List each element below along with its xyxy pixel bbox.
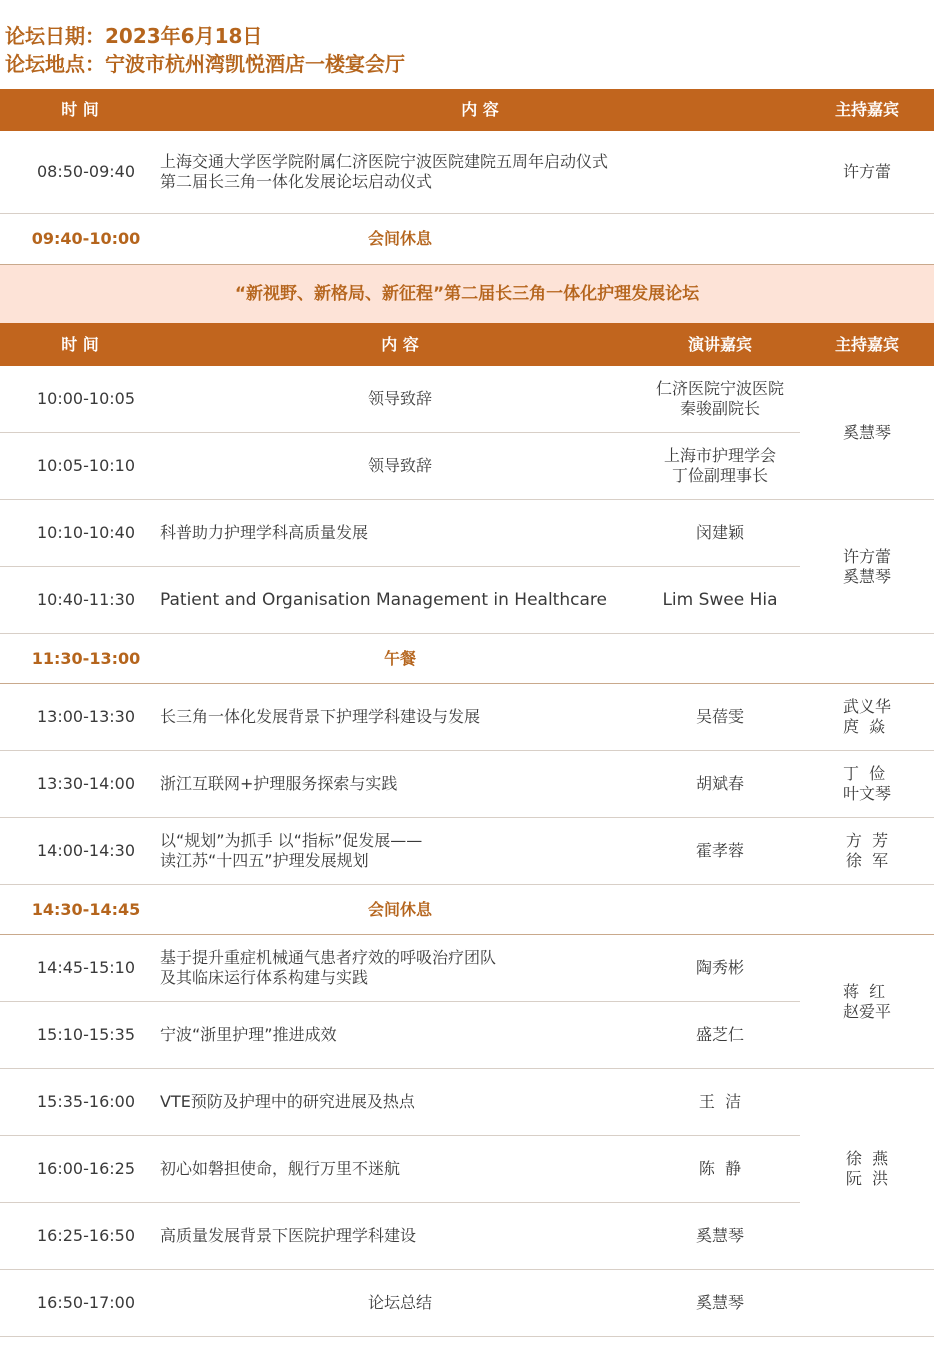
forum-date: 论坛日期：2023年6月18日 [5, 24, 263, 48]
speaker-line-1: 仁济医院宁波医院 [655, 379, 784, 398]
speaker-cell [640, 366, 800, 433]
speaker-cell: 陈 静 [640, 1136, 800, 1203]
speaker-cell: 奚慧琴 [640, 1203, 800, 1270]
time-cell: 13:00-13:30 [0, 684, 160, 751]
speaker-cell: 吴蓓雯 [640, 684, 800, 751]
time-cell: 16:25-16:50 [0, 1203, 160, 1270]
host-line-1: 蒋 红 [842, 981, 886, 1001]
host-line-1: 徐 燕 [845, 1149, 889, 1168]
opening-line-1: 上海交通大学医学院附属仁济医院宁波医院建院五周年启动仪式 [160, 152, 609, 171]
host-line-1: 丁 俭 [842, 764, 886, 783]
host-cell [800, 818, 934, 885]
host-cell-empty [800, 1270, 934, 1337]
header-host: 主持嘉宾 [800, 89, 934, 131]
opening-content [160, 131, 800, 214]
host-cell: 奚慧琴 [800, 366, 934, 500]
content-line-2: 读江苏“十四五”护理发展规划 [160, 851, 369, 870]
break-time: 09:40-10:00 [0, 214, 160, 265]
content-cell: 宁波“浙里护理”推进成效 [160, 1002, 640, 1069]
time-cell: 15:10-15:35 [0, 1002, 160, 1069]
header-content: 内 容 [160, 323, 640, 366]
host-line-2: 阮 洪 [845, 1169, 889, 1188]
header-time: 时 间 [0, 89, 160, 131]
time-cell: 10:40-11:30 [0, 567, 160, 634]
time-cell: 10:00-10:05 [0, 366, 160, 433]
header-host: 主持嘉宾 [800, 323, 934, 366]
forum-banner: “新视野、新格局、新征程”第二届长三角一体化护理发展论坛 [0, 265, 934, 323]
content-cell: 领导致辞 [160, 433, 640, 500]
speaker-cell: 闵建颖 [640, 500, 800, 567]
speaker-cell: 霍孝蓉 [640, 818, 800, 885]
time-cell: 13:30-14:00 [0, 751, 160, 818]
agenda-table [0, 89, 934, 1337]
host-line-2: 奚慧琴 [842, 566, 891, 586]
host-line-2: 庹 焱 [842, 717, 886, 736]
host-cell [800, 500, 934, 634]
host-line-1: 武义华 [842, 697, 891, 716]
host-line-2: 赵爱平 [842, 1001, 891, 1021]
break-label: 会间休息 [160, 885, 640, 935]
content-cell: 论坛总结 [160, 1270, 640, 1337]
speaker-cell: 王 洁 [640, 1069, 800, 1136]
speaker-cell [640, 433, 800, 500]
host-cell [800, 935, 934, 1069]
time-cell: 10:05-10:10 [0, 433, 160, 500]
content-cell: 高质量发展背景下医院护理学科建设 [160, 1203, 640, 1270]
content-cell: 领导致辞 [160, 366, 640, 433]
time-cell: 14:45-15:10 [0, 935, 160, 1002]
content-line-1: 基于提升重症机械通气患者疗效的呼吸治疗团队 [160, 948, 497, 967]
time-cell: 15:35-16:00 [0, 1069, 160, 1136]
break-filler [640, 214, 934, 265]
header-speaker: 演讲嘉宾 [640, 323, 800, 366]
content-cell: 长三角一体化发展背景下护理学科建设与发展 [160, 684, 640, 751]
opening-line-2: 第二届长三角一体化发展论坛启动仪式 [160, 172, 433, 191]
forum-venue: 论坛地点：宁波市杭州湾凯悦酒店一楼宴会厅 [5, 52, 405, 76]
time-cell: 08:50-09:40 [0, 131, 160, 214]
break-filler [640, 885, 934, 935]
speaker-cell: 奚慧琴 [640, 1270, 800, 1337]
speaker-line-2: 秦骏副院长 [679, 399, 760, 418]
time-cell: 16:50-17:00 [0, 1270, 160, 1337]
content-cell: Patient and Organisation Management in Healthcare [160, 567, 640, 634]
header-time: 时 间 [0, 323, 160, 366]
header-content: 内 容 [160, 89, 800, 131]
time-cell: 16:00-16:25 [0, 1136, 160, 1203]
speaker-cell: 陶秀彬 [640, 935, 800, 1002]
host-cell [800, 751, 934, 818]
break-label: 会间休息 [160, 214, 640, 265]
host-cell: 许方蕾 [800, 131, 934, 214]
content-line-2: 及其临床运行体系构建与实践 [160, 968, 369, 987]
lunch-filler [640, 634, 934, 684]
content-cell [160, 818, 640, 885]
speaker-cell: 胡斌春 [640, 751, 800, 818]
content-cell: VTE预防及护理中的研究进展及热点 [160, 1069, 640, 1136]
content-cell: 浙江互联网+护理服务探索与实践 [160, 751, 640, 818]
time-cell: 14:00-14:30 [0, 818, 160, 885]
lunch-time: 11:30-13:00 [0, 634, 160, 684]
speaker-line-2: 丁俭副理事长 [671, 466, 768, 485]
host-line-1: 许方蕾 [842, 546, 891, 566]
content-line-1: 以“规划”为抓手 以“指标”促发展—— [160, 831, 423, 850]
content-cell: 初心如磐担使命，舰行万里不迷航 [160, 1136, 640, 1203]
host-cell [800, 684, 934, 751]
host-line-2: 徐 军 [845, 851, 889, 870]
break-time: 14:30-14:45 [0, 885, 160, 935]
time-cell: 10:10-10:40 [0, 500, 160, 567]
speaker-line-1: 上海市护理学会 [663, 446, 776, 465]
content-cell [160, 935, 640, 1002]
host-line-2: 叶文琴 [842, 784, 891, 803]
content-cell: 科普助力护理学科高质量发展 [160, 500, 640, 567]
host-line-1: 方 芳 [845, 831, 889, 850]
lunch-label: 午餐 [160, 634, 640, 684]
speaker-cell: 盛芝仁 [640, 1002, 800, 1069]
speaker-cell: Lim Swee Hia [640, 567, 800, 634]
host-cell [800, 1069, 934, 1270]
